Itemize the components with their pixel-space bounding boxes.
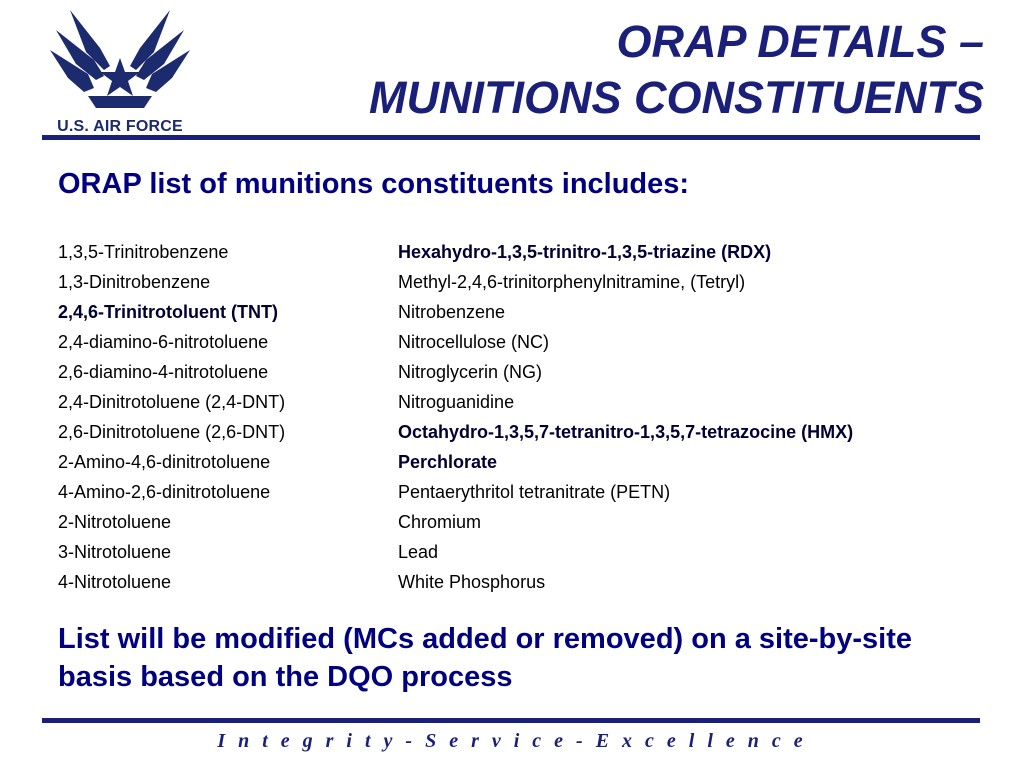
constituent-item: 4-Nitrotoluene (58, 572, 172, 592)
title-line-1: ORAP DETAILS – (616, 16, 984, 67)
constituent-item: 2,6-Dinitrotoluene (2,6-DNT) (58, 422, 286, 442)
constituent-item: Hexahydro-1,3,5-trinitro-1,3,5-triazine (RDX) (398, 242, 772, 262)
constituent-item: Octahydro-1,3,5,7-tetranitro-1,3,5,7-tetrazocine (HMX) (398, 422, 854, 442)
air-force-logo (38, 8, 198, 138)
constituent-item: Lead (398, 542, 439, 562)
page-title (369, 14, 984, 126)
modification-note: List will be modified (MCs added or removed) on a site-by-site basis based on the DQO process (58, 623, 913, 693)
constituent-item: Nitroglycerin (NG) (398, 362, 543, 382)
constituent-item: Chromium (398, 512, 482, 532)
title-line-2: MUNITIONS CONSTITUENTS (369, 72, 984, 123)
constituent-item: Nitrocellulose (NC) (398, 332, 550, 352)
constituent-item: 2,4-diamino-6-nitrotoluene (58, 332, 269, 352)
section-heading: ORAP list of munitions constituents includes: (58, 168, 690, 200)
constituent-item: 2,4-Dinitrotoluene (2,4-DNT) (58, 392, 286, 412)
constituent-item: 3-Nitrotoluene (58, 542, 172, 562)
constituent-item: 2,6-diamino-4-nitrotoluene (58, 362, 269, 382)
constituent-item: Perchlorate (398, 452, 498, 472)
constituent-item: Nitrobenzene (398, 302, 506, 322)
constituent-item: 2,4,6-Trinitrotoluent (TNT) (58, 302, 278, 322)
constituent-item: Methyl-2,4,6-trinitorphenylnitramine, (Tetryl) (398, 272, 746, 292)
constituent-item: 4-Amino-2,6-dinitrotoluene (58, 482, 271, 502)
air-force-wings-icon (48, 8, 192, 114)
constituent-item: 2-Amino-4,6-dinitrotoluene (58, 452, 271, 472)
top-divider (42, 135, 980, 140)
constituent-item: Nitroguanidine (398, 392, 515, 412)
constituent-item: 2-Nitrotoluene (58, 512, 172, 532)
right-constituents-list (398, 237, 853, 597)
constituent-item: 1,3,5-Trinitrobenzene (58, 242, 229, 262)
left-constituents-list (58, 237, 285, 597)
logo-text: U.S. AIR FORCE (57, 118, 183, 135)
constituent-item: 1,3-Dinitrobenzene (58, 272, 211, 292)
footer-motto: I n t e g r i t y - S e r v i c e - E x c e l l e n c e (217, 730, 807, 752)
constituent-item: White Phosphorus (398, 572, 546, 592)
constituent-item: Pentaerythritol tetranitrate (PETN) (398, 482, 671, 502)
bottom-divider (42, 718, 980, 723)
